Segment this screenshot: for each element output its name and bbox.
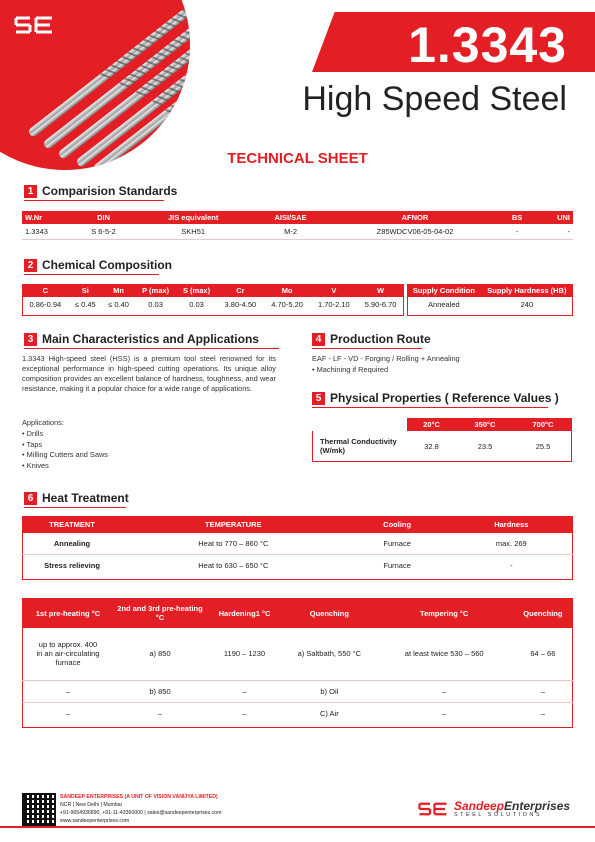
table-row [22, 224, 573, 240]
header-cell: W [357, 284, 404, 297]
section-2-heading [24, 258, 172, 272]
footer-brand-logo [418, 800, 570, 818]
header-cell: P (max) [135, 284, 176, 297]
header-cell: V [310, 284, 357, 297]
section-title: Main Characteristics and Applications [42, 332, 259, 346]
section-title: Production Route [330, 332, 431, 346]
table-cell: 240 [520, 300, 534, 309]
brand-mark-icon [418, 800, 448, 818]
section-number: 5 [312, 392, 325, 405]
table-cell: Annealed [428, 300, 460, 309]
section-underline [312, 348, 422, 349]
header-cell: 350°C [456, 418, 514, 431]
section-3-heading [24, 332, 259, 346]
table-cell: 1.3343 [22, 224, 72, 240]
supply-table [407, 284, 573, 312]
table-header-row [22, 211, 573, 224]
list-item: • Drills [22, 429, 108, 440]
table-cell: – [442, 708, 447, 718]
table-cell: – [157, 708, 163, 718]
header-cell: BS [500, 211, 534, 224]
table-cell: Stress relieving [44, 561, 100, 570]
table-row [22, 702, 573, 724]
list-item: • Knives [22, 461, 108, 472]
table-cell: 3.80-4.50 [224, 300, 257, 309]
table-row [312, 431, 572, 461]
applications-label: Applications: [22, 418, 64, 427]
header-cell: Mn [102, 284, 135, 297]
table-cell: 23.5 [477, 441, 493, 451]
table-cell: 0.03 [189, 300, 204, 309]
table-header-row [22, 284, 404, 297]
table-row [22, 555, 573, 577]
section-title: Chemical Composition [42, 258, 173, 272]
table-row [407, 297, 573, 312]
footer-company: SANDEEP ENTERPRISES (A UNIT OF VISION VANIJYA LIMITED) [60, 794, 218, 800]
table-cell: b) 850 [114, 680, 206, 702]
table-cell: 0.03 [148, 300, 163, 309]
section-underline [24, 507, 126, 508]
table-cell: ≤ 0.40 [108, 300, 129, 309]
section-number: 1 [24, 185, 37, 198]
section-title: Comparision Standards [42, 184, 178, 198]
list-item: • Milling Cutters and Saws [22, 450, 108, 461]
section-title: Physical Properties ( Reference Values ) [330, 391, 559, 405]
header-cell: Tempering °C [376, 598, 513, 628]
header-cell: TEMPERATURE [122, 516, 345, 533]
composition-table [22, 284, 404, 312]
section-underline [24, 274, 159, 275]
table-cell: Annealing [22, 533, 122, 555]
sheet-title: TECHNICAL SHEET [227, 150, 368, 167]
table-cell: Furnace [383, 561, 411, 570]
header-cell: Cr [217, 284, 264, 297]
table-cell: Heat to 770 – 860 °C [122, 533, 345, 555]
table-cell: 1190 – 1230 [206, 628, 283, 680]
brand-tagline: STEEL SOLUTIONS [454, 812, 543, 818]
material-type: High Speed Steel [302, 80, 567, 118]
table-cell: – [65, 708, 71, 718]
header-cell: Mo [264, 284, 311, 297]
table-cell: M-2 [251, 224, 329, 240]
header-cell: 700°C [514, 418, 572, 431]
section-5-heading [312, 391, 559, 405]
brand-name-part2: Enterprises [504, 799, 571, 813]
table-cell: - [510, 561, 513, 570]
production-route-line: EAF - LF - VD - Forging / Rolling + Annealing [312, 354, 460, 363]
brand-logo-icon [14, 14, 54, 36]
section-6-heading [24, 491, 129, 505]
table-header-row [22, 598, 573, 628]
table-cell: Furnace [345, 533, 450, 555]
header-cell: DIN [72, 211, 135, 224]
table-cell: Heat to 630 – 650 °C [198, 561, 269, 570]
header-cell: 2nd and 3rd pre-heating °C [114, 598, 206, 628]
header-cell: Si [69, 284, 102, 297]
section-underline [312, 407, 548, 408]
header-cell: Hardening1 °C [206, 598, 283, 628]
header-cell: AFNOR [330, 211, 500, 224]
heat-treatment-table [22, 516, 573, 576]
header-cell: Cooling [345, 516, 450, 533]
characteristics-paragraph: 1.3343 High-speed steel (HSS) is a premium tool steel renowned for its exceptional performance in high-speed cutting operations. Its unique alloy composition provides an excellent balance of hardness, toughness, and wear resistance, making it a popular choice for a wide range of applications. [22, 354, 276, 393]
table-cell: 1.70-2.10 [317, 300, 350, 309]
table-cell: a) 850 [114, 628, 206, 680]
header-cell: Supply Hardness (HB) [481, 284, 573, 297]
table-cell: – [376, 680, 513, 702]
header-cell: UNI [534, 211, 573, 224]
header-cell: TREATMENT [22, 516, 122, 533]
section-underline [24, 200, 164, 201]
table-cell: C) Air [319, 708, 339, 718]
table-cell: – [22, 680, 114, 702]
table-cell: 25.5 [535, 441, 551, 451]
header-cell: W.Nr [22, 211, 72, 224]
brand-name-part1: Sandeep [454, 799, 505, 813]
list-item: • Taps [22, 440, 108, 451]
table-cell: - [534, 224, 573, 240]
table-cell: 32.8 [424, 441, 439, 451]
table-cell: 64 – 66 [513, 628, 573, 680]
header-cell: S (max) [176, 284, 217, 297]
footer-accent-line [0, 826, 595, 828]
table-cell: 0.86-0.94 [29, 300, 62, 309]
physical-table [312, 418, 572, 461]
header-cell: 1st pre-heating °C [22, 598, 114, 628]
header-cell: Quenching [283, 598, 376, 628]
table-cell: b) Oil [283, 680, 376, 702]
table-cell: Z85WDCV06-05-04-02 [330, 224, 500, 240]
table-cell: – [513, 680, 573, 702]
header-cell: Quenching [513, 598, 573, 628]
table-cell: ≤ 0.45 [74, 300, 96, 309]
table-cell: - [500, 224, 534, 240]
header-cell: Hardness [450, 516, 573, 533]
section-title: Heat Treatment [42, 491, 129, 505]
table-cell: max. 269 [450, 533, 573, 555]
grade-number: 1.3343 [408, 17, 567, 73]
table-row [22, 533, 573, 555]
table-header-row [22, 516, 573, 533]
header-cell: 20°C [407, 418, 456, 431]
table-row [22, 680, 573, 702]
table-cell: 4.70-5.20 [271, 300, 303, 309]
table-cell: at least twice 530 – 560 [376, 628, 513, 680]
header-cell: JIS equivalent [135, 211, 251, 224]
section-number: 6 [24, 492, 37, 505]
header-cell [312, 418, 407, 431]
table-cell: S 6-5-2 [72, 224, 135, 240]
table-cell: 5.90-6.70 [364, 300, 397, 309]
footer-cities: NCR | New Delhi | Mumbai [60, 802, 122, 808]
table-header-row [407, 284, 573, 297]
table-cell: – [206, 680, 283, 702]
table-cell: Thermal Conductivity (W/mk) [320, 437, 397, 455]
section-number: 2 [24, 259, 37, 272]
applications-list [22, 429, 108, 471]
table-row [22, 297, 404, 312]
section-number: 3 [24, 333, 37, 346]
footer-website[interactable]: www.sandeepenterprises.com [60, 818, 130, 824]
section-4-heading [312, 332, 431, 346]
table-row [22, 628, 573, 680]
table-cell: – [540, 708, 545, 718]
table-header-row [312, 418, 572, 431]
table-cell: SKH51 [135, 224, 251, 240]
production-route-note: • Machining if Required [312, 365, 389, 374]
table-cell: – [242, 708, 247, 718]
hardening-table [22, 598, 573, 724]
header-cell: AISI/SAE [251, 211, 329, 224]
footer-contact-line[interactable]: +91-9654936890, +91-11-43360000 | sales@sandeepenterprises.com [60, 810, 222, 816]
section-number: 4 [312, 333, 325, 346]
section-1-heading [24, 184, 177, 198]
table-cell: a) Saltbath, 550 °C [283, 628, 376, 680]
header-cell: Supply Condition [407, 284, 481, 297]
qr-code-icon[interactable] [22, 793, 56, 827]
table-cell: up to approx. 400 in an air-circulating furnace [22, 628, 114, 680]
standards-table [22, 211, 573, 240]
section-underline [24, 348, 279, 349]
header-cell: C [22, 284, 69, 297]
